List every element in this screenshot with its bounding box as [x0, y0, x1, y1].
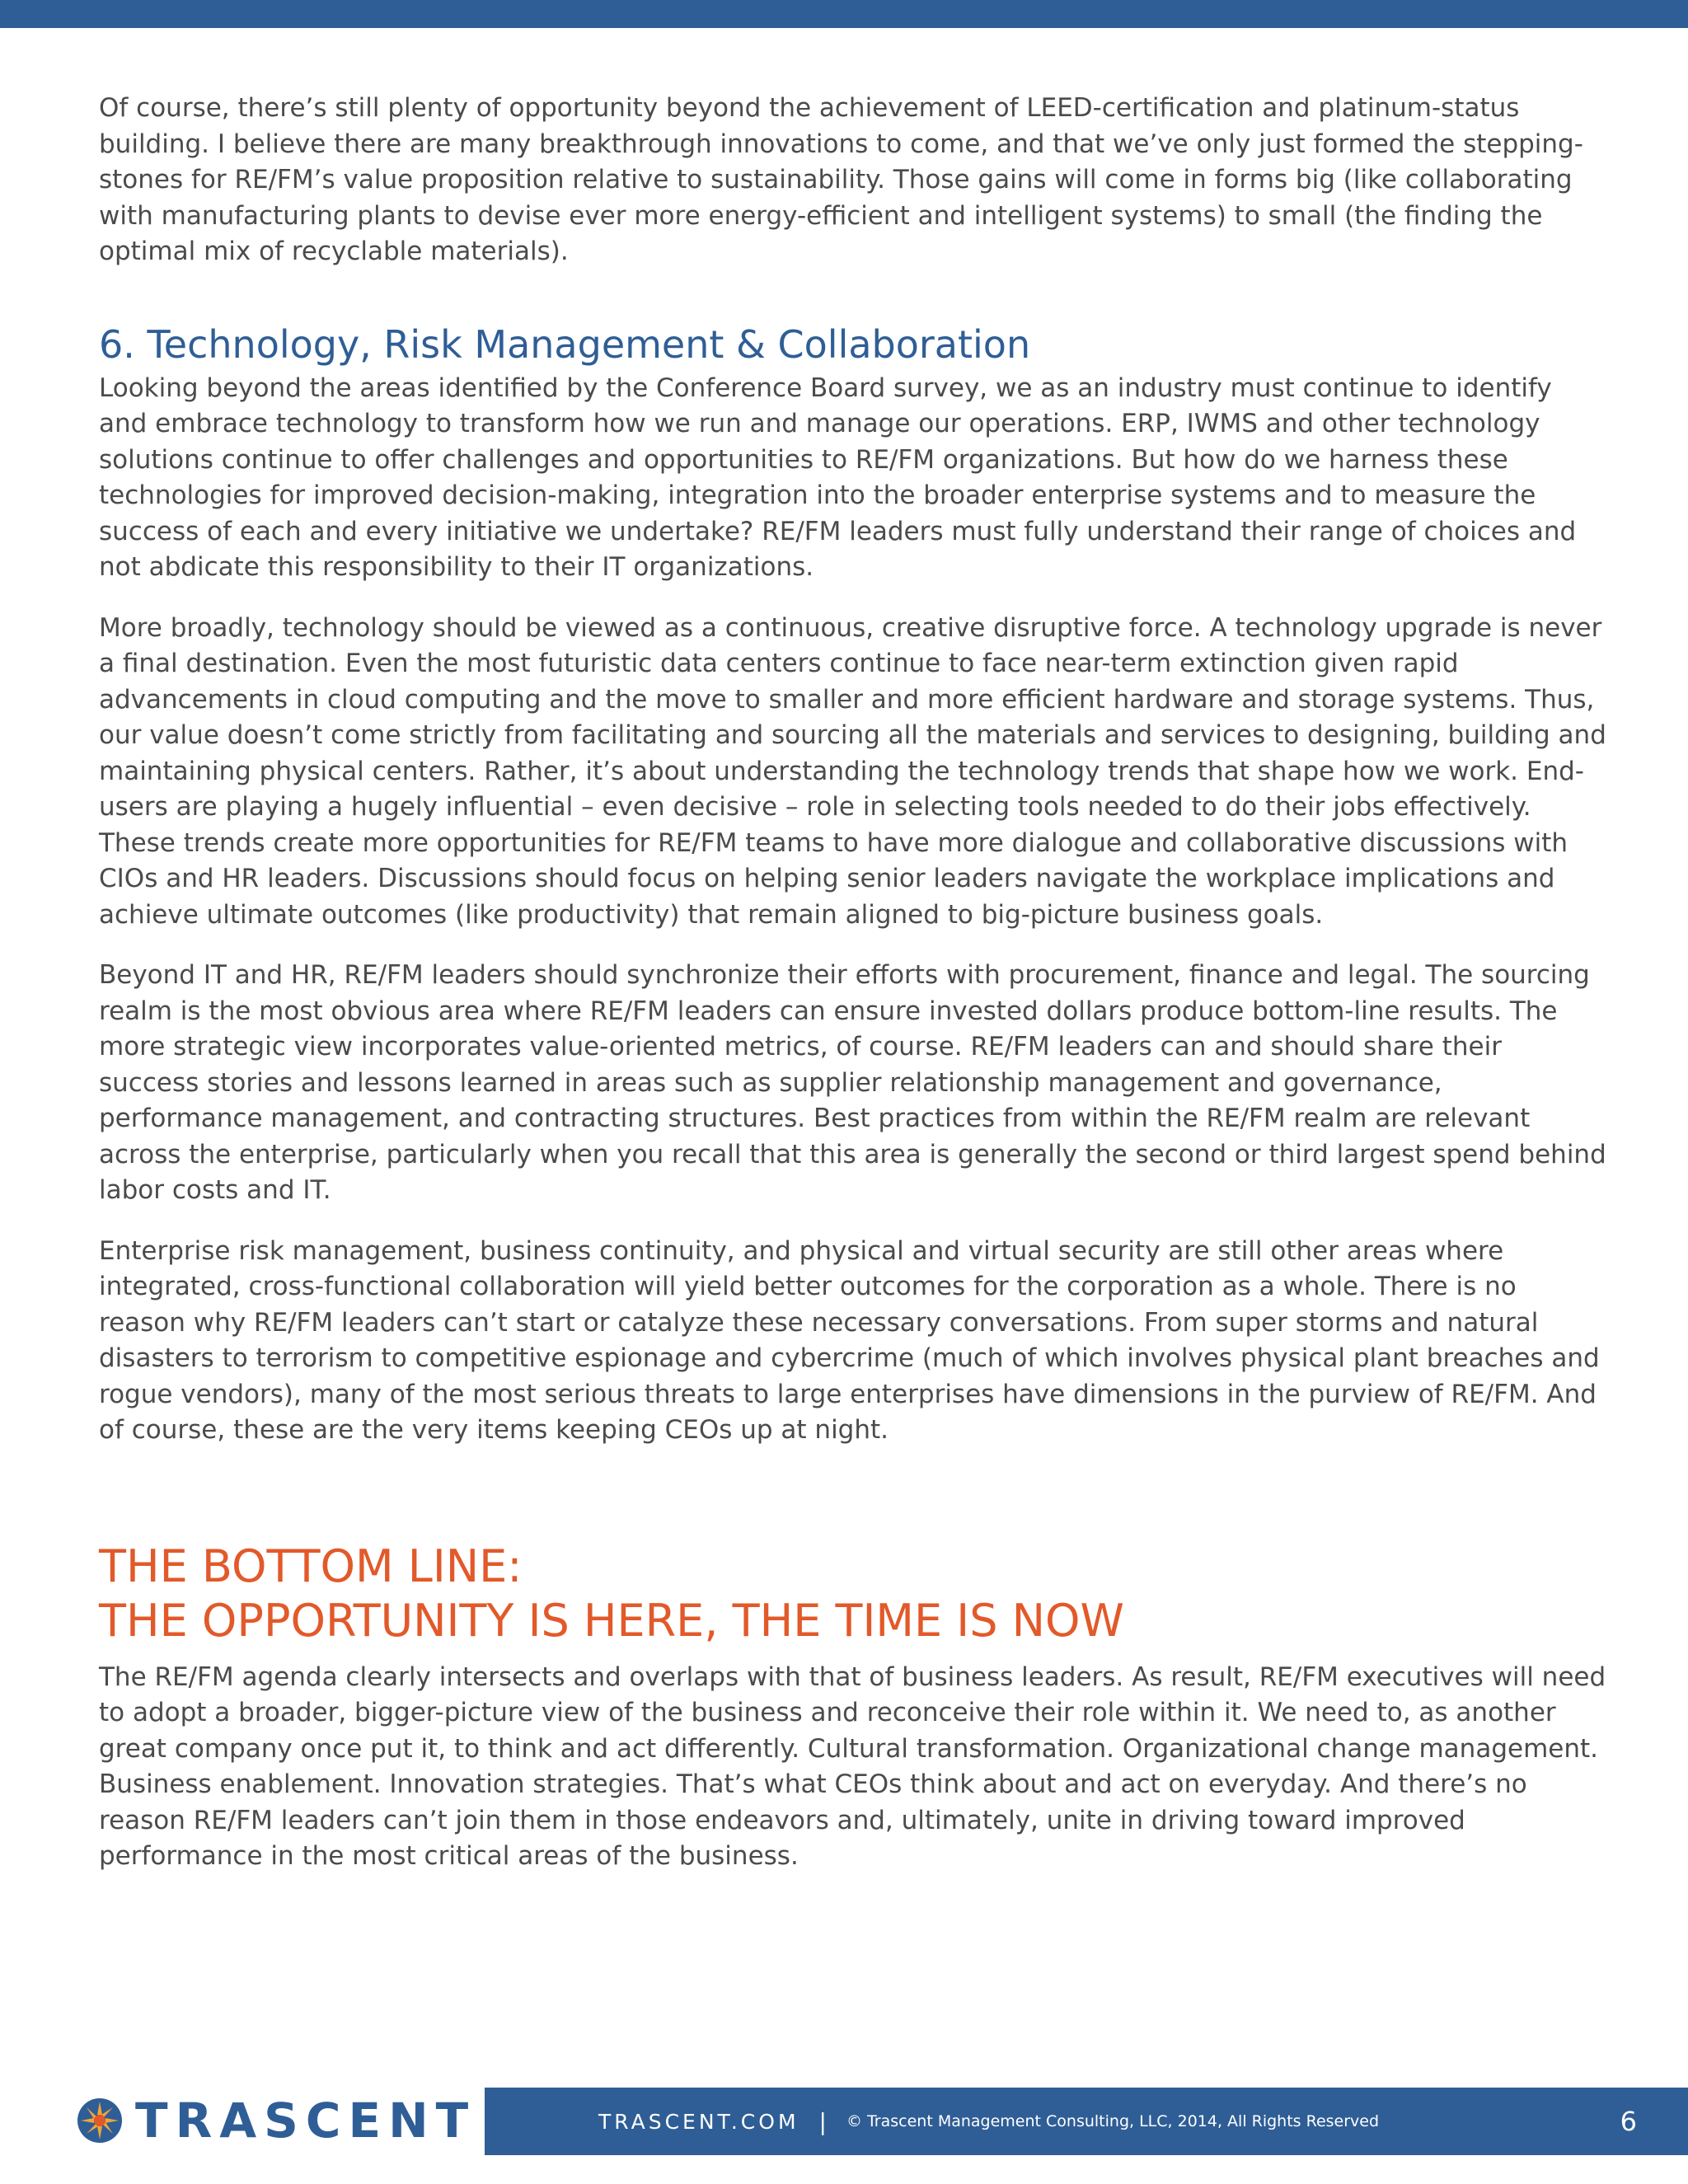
section-heading: 6. Technology, Risk Management & Collaboration — [99, 321, 1031, 367]
footer-copyright: © Trascent Management Consulting, LLC, 2014, All Rights Reserved — [846, 2112, 1380, 2130]
sunburst-logo-icon — [76, 2097, 124, 2144]
page-content — [99, 91, 1607, 1875]
section-paragraph-3: Beyond IT and HR, RE/FM leaders should synchronize their efforts with procurement, finance and legal. The sourcing realm is the most obvious area where RE/FM leaders can ensure invested dollars produce bottom-line results. The more strategic view incorporates value-oriented metrics, of course. RE/FM leaders can and should share their success stories and lessons learned in areas such as supplier relationship management and governance, performance management, and contracting structures. Best practices from within the RE/FM realm are relevant across the enterprise, particularly when you recall that this area is generally the second or third largest spend behind labor costs and IT. — [99, 960, 1606, 1205]
bottom-line-paragraph: The RE/FM agenda clearly intersects and overlaps with that of business leaders. As result, RE/FM executives will need to adopt a broader, bigger-picture view of the business and reconceive their role within it. We need to, as another great company once put it, to think and act differently. Cultural transformation. Organizational change management. Business enablement. Innovation strategies. That’s what CEOs think about and act on everyday. And there’s no reason RE/FM leaders can’t join them in those endeavors and, ultimately, unite in driving toward improved performance in the most critical areas of the business. — [99, 1661, 1606, 1871]
section-paragraph-4: Enterprise risk management, business continuity, and physical and virtual security are still other areas where integrated, cross-functional collaboration will yield better outcomes for the corporation as a whole. There is no reason why RE/FM leaders can’t start or catalyze these necessary conversations. From super storms and natural disasters to terrorism to competitive espionage and cybercrime (much of which involves physical plant breaches and rogue vendors), many of the most serious threats to large enterprises have dimensions in the purview of RE/FM. And of course, these are the very items keeping CEOs up at night. — [99, 1235, 1600, 1445]
footer-website-link[interactable]: TRASCENT.COM — [598, 2109, 799, 2134]
top-accent-bar — [0, 0, 1688, 28]
bottom-line-heading-line2: THE OPPORTUNITY IS HERE, THE TIME IS NOW — [99, 1594, 1124, 1647]
bottom-line-heading — [99, 1540, 1607, 1648]
intro-paragraph: Of course, there’s still plenty of opportunity beyond the achievement of LEED-certification and platinum-status building. I believe there are many breakthrough innovations to come, and that we’ve only just formed the stepping-stones for RE/FM’s value proposition relative to sustainability. Those gains will come in forms big (like collaborating with manufacturing plants to devise ever more energy-efficient and intelligent systems) to small (the finding the optimal mix of recyclable materials). — [99, 93, 1583, 266]
page-number: 6 — [1620, 2106, 1637, 2137]
section-paragraph-1: Looking beyond the areas identified by the Conference Board survey, we as an industry must continue to identify and embrace technology to transform how we run and manage our operations. ERP, IWMS and other technology solutions continue to offer challenges and opportunities to RE/FM organizations. But how do we harness these technologies for improved decision-making, integration into the broader enterprise systems and to measure the success of each and every initiative we undertake? RE/FM leaders must fully understand their range of choices and not abdicate this responsibility to their IT organizations. — [99, 373, 1577, 582]
footer-separator: | — [818, 2107, 827, 2135]
bottom-line-heading-line1: THE BOTTOM LINE: — [99, 1540, 523, 1592]
footer-bar — [485, 2088, 1688, 2155]
trascent-logo — [76, 2088, 476, 2154]
section-paragraph-2: More broadly, technology should be viewed as a continuous, creative disruptive force. A technology upgrade is never a final destination. Even the most futuristic data centers continue to face near-term extinction given rapid advancements in cloud computing and the move to smaller and more efficient hardware and storage systems. Thus, our value doesn’t come strictly from facilitating and sourcing all the materials and services to designing, building and maintaining physical centers. Rather, it’s about understanding the technology trends that shape how we work. End-users are playing a hugely influential – even decisive – role in selecting tools needed to do their jobs effectively. These trends create more opportunities for RE/FM teams to have more dialogue and collaborative discussions with CIOs and HR leaders. Discussions should focus on helping senior leaders navigate the workplace implications and achieve ultimate outcomes (like productivity) that remain aligned to big-picture business goals. — [99, 612, 1606, 930]
logo-wordmark: TRASCENT — [135, 2093, 476, 2149]
